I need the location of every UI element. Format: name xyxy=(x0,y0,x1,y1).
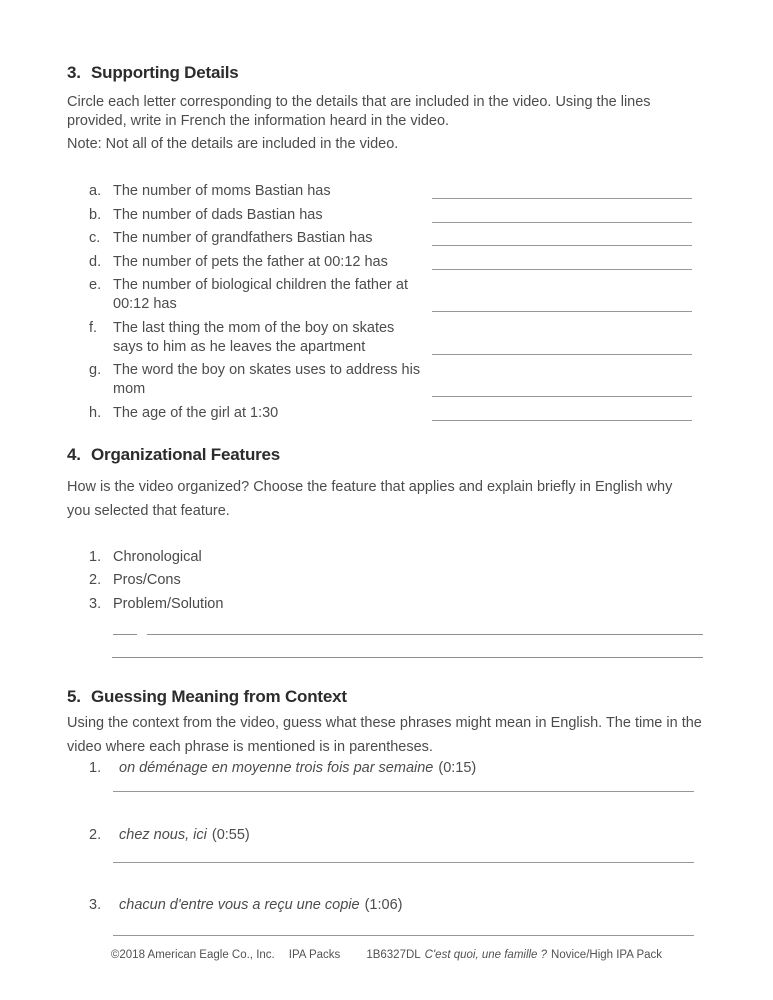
choice-letter-a[interactable]: a. xyxy=(89,183,102,199)
detail-row-d xyxy=(67,253,706,272)
section-3-detail-list xyxy=(67,182,706,423)
instruction-line: provided, write in French the information heard in the video. xyxy=(67,113,450,129)
french-phrase: chacun d'entre vous a reçu une copie xyxy=(119,896,360,913)
french-phrase: on déménage en moyenne trois fois par semaine xyxy=(119,759,434,776)
detail-text: The number of dads Bastian has xyxy=(113,206,323,223)
option-label: Pros/Cons xyxy=(113,572,181,588)
detail-text: The number of pets the father at 00:12 has xyxy=(113,253,388,270)
phrase-row-2 xyxy=(67,826,706,845)
phrase-timestamp: (1:06) xyxy=(364,896,403,913)
phrase-row-3 xyxy=(67,896,706,915)
instruction-line: video where each phrase is mentioned is in parentheses. xyxy=(67,738,433,755)
choice-letter-e[interactable]: e. xyxy=(89,277,102,293)
section-5-heading xyxy=(67,686,706,708)
section-3-instructions xyxy=(67,93,706,131)
choice-letter-b[interactable]: b. xyxy=(89,206,102,223)
phrase-timestamp: (0:15) xyxy=(438,759,477,776)
detail-text: The word the boy on skates uses to address his mom xyxy=(113,362,421,397)
option-label: Chronological xyxy=(113,548,202,565)
section-3-title: Supporting Details xyxy=(91,63,239,82)
option-problem-solution[interactable] xyxy=(67,595,706,614)
instruction-line: How is the video organized? Choose the feature that applies and explain briefly in English why xyxy=(67,478,673,495)
section-5-title: Guessing Meaning from Context xyxy=(91,686,347,706)
footer-product-code: 1B6327DL xyxy=(366,949,421,961)
section-5-instructions xyxy=(67,711,706,759)
section-4-instructions xyxy=(67,475,706,523)
option-number: 1. xyxy=(89,548,102,565)
section-4-option-list xyxy=(67,548,706,614)
phrase-number: 3. xyxy=(89,896,102,913)
detail-text: The last thing the mom of the boy on skates says to him as he leaves the apartment xyxy=(113,319,395,355)
detail-text: The age of the girl at 1:30 xyxy=(113,404,279,421)
detail-row-c xyxy=(67,229,706,248)
section-4-number: 4. xyxy=(67,444,81,464)
section-4-title: Organizational Features xyxy=(91,444,281,464)
answer-line-phrase-1[interactable] xyxy=(113,791,694,792)
answer-line-phrase-3[interactable] xyxy=(113,935,694,936)
detail-row-h xyxy=(67,404,706,423)
answer-line-e[interactable] xyxy=(432,311,692,312)
answer-line-d[interactable] xyxy=(432,269,692,270)
detail-row-f xyxy=(67,319,706,357)
choice-letter-c[interactable]: c. xyxy=(89,230,101,246)
phrase-timestamp: (0:55) xyxy=(211,826,250,843)
phrase-number: 2. xyxy=(89,826,102,843)
choice-letter-d[interactable]: d. xyxy=(89,253,102,270)
instruction-line: Circle each letter corresponding to the details that are included in the video. Using the lines xyxy=(67,94,651,110)
french-phrase: chez nous, ici xyxy=(119,826,207,843)
answer-line-g[interactable] xyxy=(432,396,692,397)
choice-letter-h[interactable]: h. xyxy=(89,404,102,421)
option-number: 3. xyxy=(89,595,102,612)
choice-letter-f[interactable]: f. xyxy=(89,319,98,336)
footer-series: IPA Packs xyxy=(288,949,341,961)
detail-row-b xyxy=(67,206,706,225)
answer-line-a[interactable] xyxy=(432,198,692,199)
instruction-line: Using the context from the video, guess what these phrases might mean in English. The time in the xyxy=(67,714,702,731)
phrase-number: 1. xyxy=(89,759,102,776)
choice-letter-g[interactable]: g. xyxy=(89,362,102,378)
option-label: Problem/Solution xyxy=(113,595,224,612)
option-pros-cons[interactable] xyxy=(67,571,706,590)
section-4-heading xyxy=(67,444,706,466)
section-3-note: Note: Not all of the details are included in the video. xyxy=(67,136,399,152)
answer-line-f[interactable] xyxy=(432,354,692,355)
detail-row-e xyxy=(67,276,706,314)
footer-product-title: C'est quoi, une famille ? xyxy=(424,949,548,961)
detail-text: The number of moms Bastian has xyxy=(113,183,331,199)
section-3-number: 3. xyxy=(67,63,81,82)
answer-line-phrase-2[interactable] xyxy=(113,862,694,863)
answer-row xyxy=(67,634,706,635)
section-3-heading xyxy=(67,62,706,84)
answer-line-explanation-1[interactable] xyxy=(147,634,703,635)
section-5-number: 5. xyxy=(67,686,81,706)
option-number: 2. xyxy=(89,572,102,588)
detail-text: The number of grandfathers Bastian has xyxy=(113,230,373,246)
phrase-row-1 xyxy=(67,759,706,778)
answer-line-h[interactable] xyxy=(432,420,692,421)
instruction-line: you selected that feature. xyxy=(67,502,230,519)
detail-text: The number of biological children the father at 00:12 has xyxy=(113,277,409,312)
footer-copyright: ©2018 American Eagle Co., Inc. xyxy=(110,949,275,961)
answer-blank-choice[interactable] xyxy=(113,634,137,635)
answer-line-c[interactable] xyxy=(432,245,692,246)
answer-line-explanation-2[interactable] xyxy=(112,657,703,658)
section-4-answer-area xyxy=(67,634,706,658)
footer-product-level: Novice/High IPA Pack xyxy=(551,949,663,961)
answer-line-b[interactable] xyxy=(432,222,692,223)
detail-row-a xyxy=(67,182,706,201)
option-chronological[interactable] xyxy=(67,548,706,567)
page-content xyxy=(67,0,706,936)
page-footer xyxy=(0,948,773,962)
detail-row-g xyxy=(67,361,706,399)
